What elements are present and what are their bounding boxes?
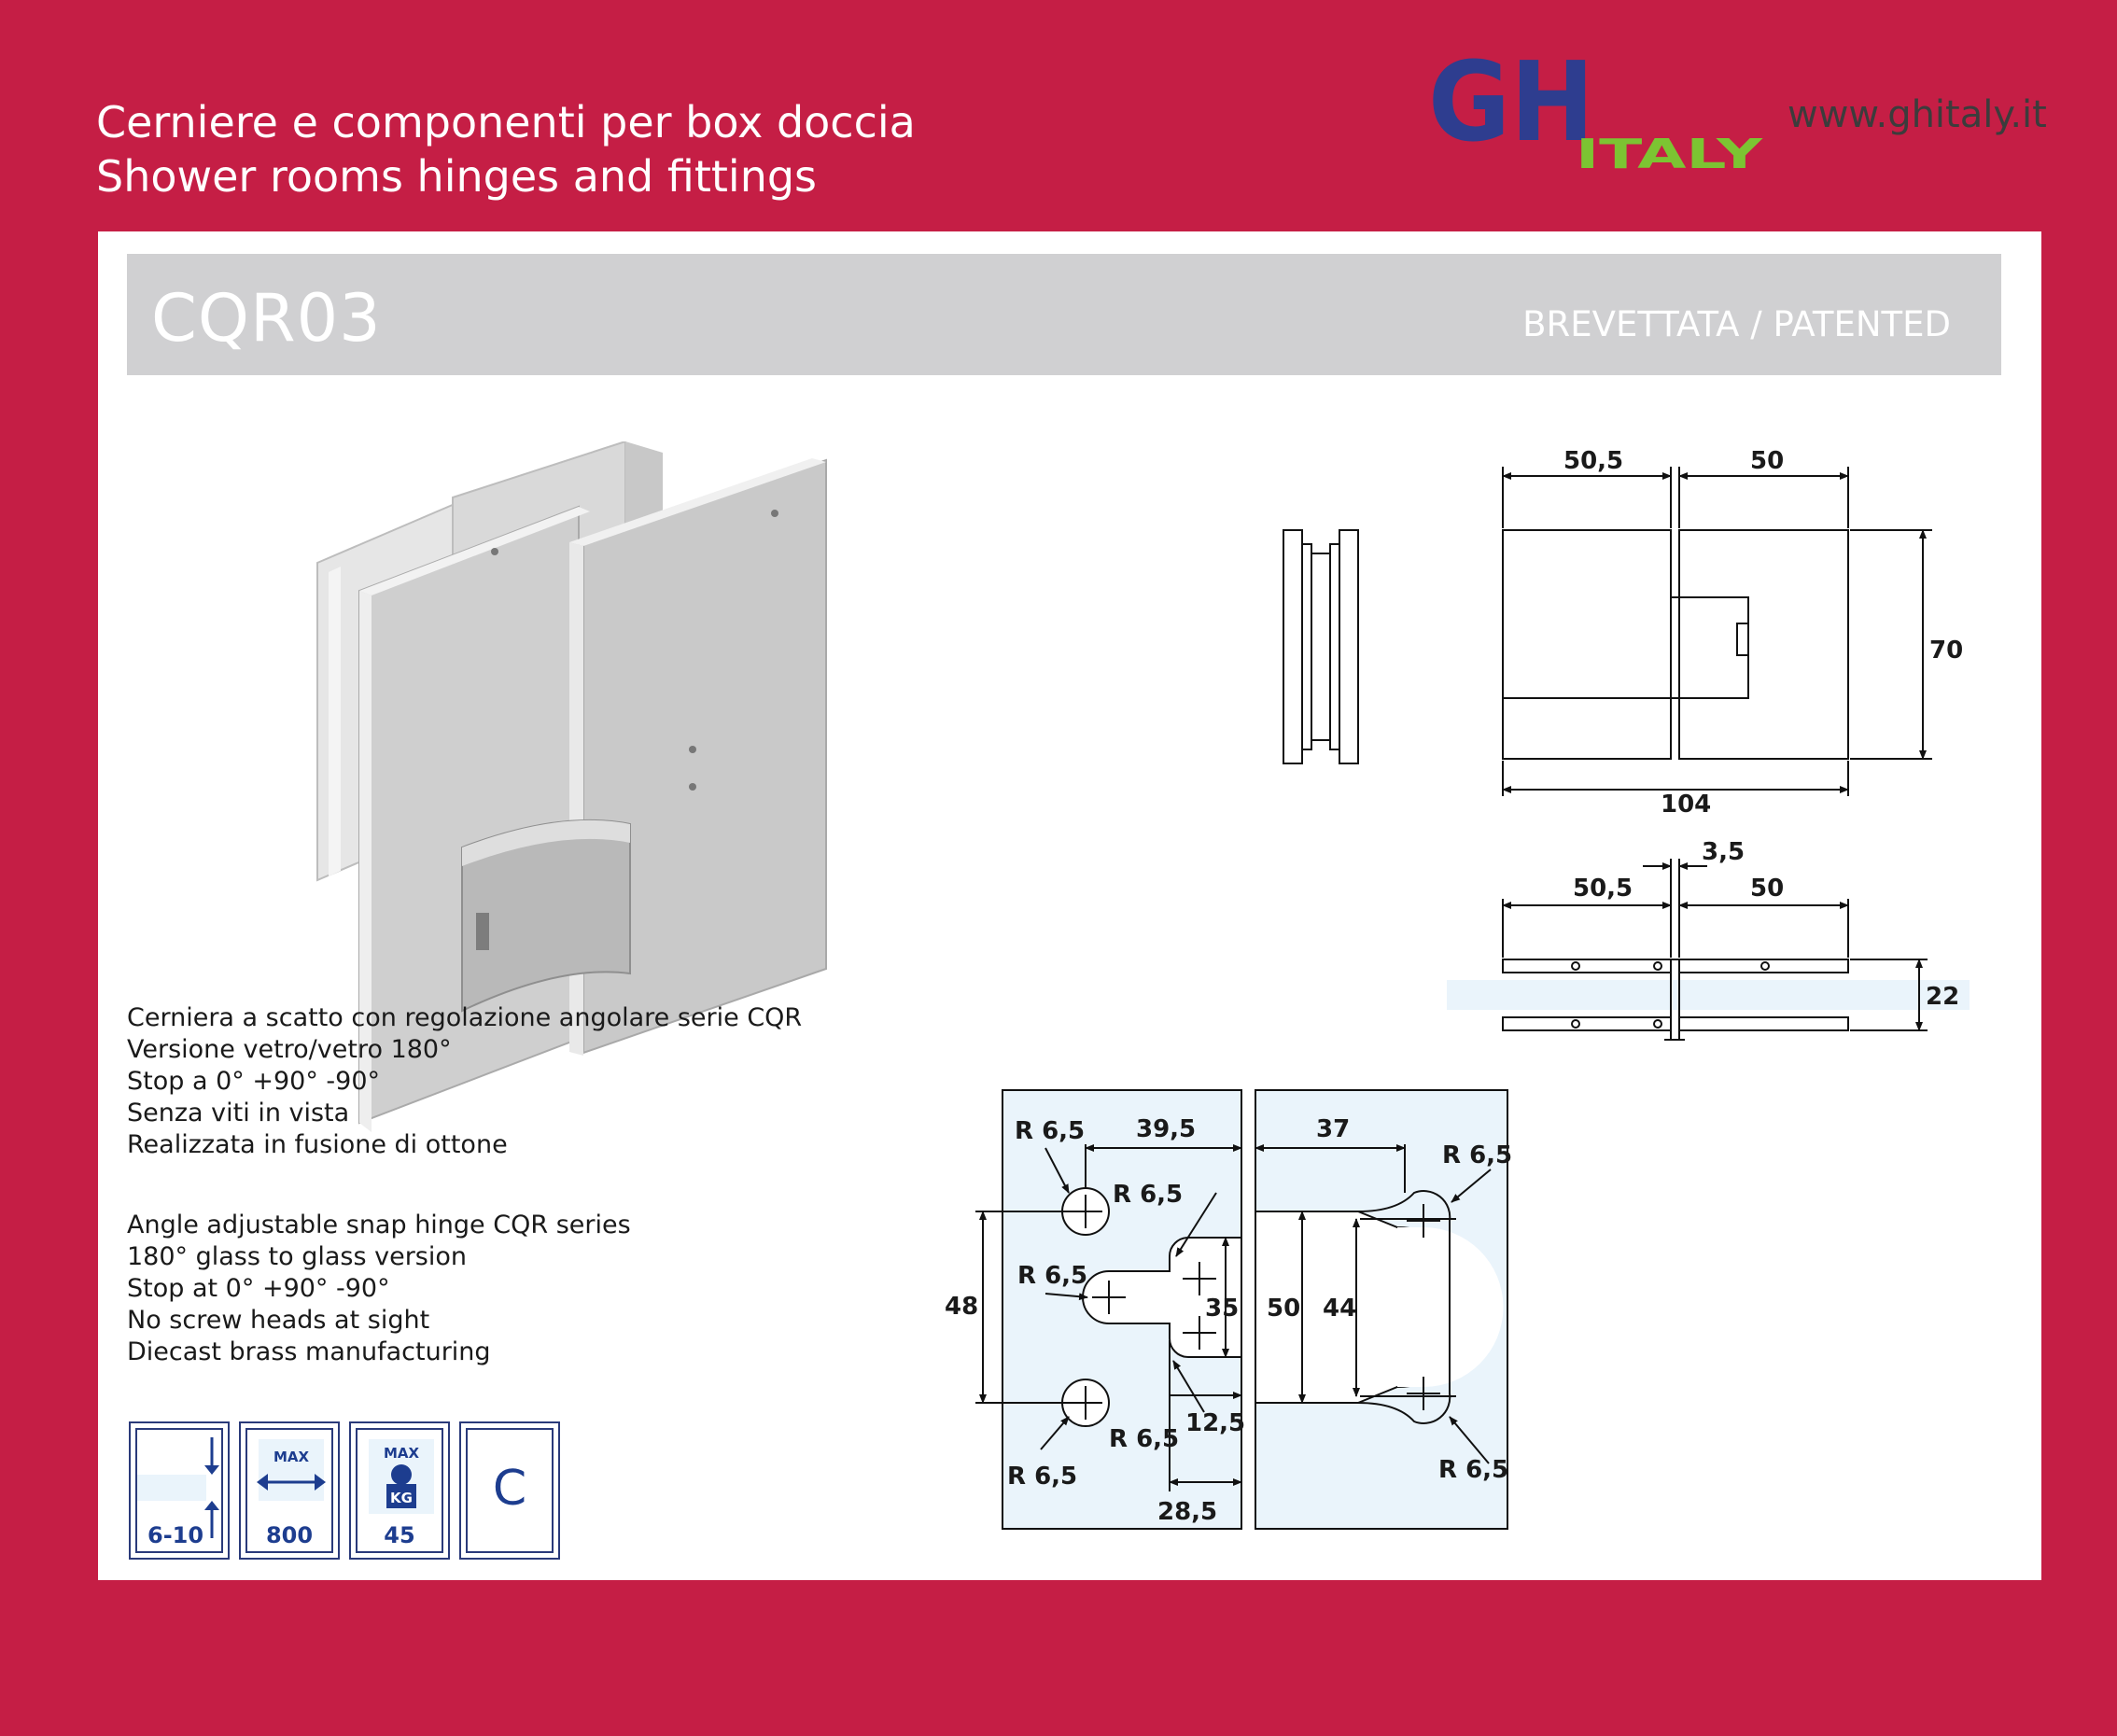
top-view-drawing xyxy=(1503,859,1928,1040)
top-thickness: 22 xyxy=(1926,983,1960,1011)
top-left-width: 50,5 xyxy=(1573,875,1633,903)
desc-en-line: 180° glass to glass version xyxy=(127,1242,467,1271)
logo-gh-text: GH xyxy=(1428,54,1594,166)
glass-thickness-badge xyxy=(129,1421,230,1560)
category-value: C xyxy=(492,1461,527,1517)
description-english xyxy=(127,1210,631,1368)
max-weight-label: MAX xyxy=(383,1445,420,1462)
desc-en-line: Stop at 0° +90° -90° xyxy=(127,1274,390,1303)
right-width: 37 xyxy=(1316,1115,1351,1143)
right-r-bottom: R 6,5 xyxy=(1438,1456,1509,1484)
right-r-top: R 6,5 xyxy=(1442,1141,1513,1169)
left-notch-height: 35 xyxy=(1205,1295,1240,1323)
description-italian xyxy=(127,1002,802,1161)
side-view-drawing xyxy=(1283,530,1358,763)
ghitaly-logo xyxy=(1428,54,1774,175)
front-total-width: 104 xyxy=(1661,791,1712,819)
desc-it-line: Stop a 0° +90° -90° xyxy=(127,1067,381,1096)
top-gap: 3,5 xyxy=(1702,838,1745,866)
website-link[interactable]: www.ghitaly.it xyxy=(1788,93,2047,136)
patent-label: BREVETTATA / PATENTED xyxy=(1522,304,1951,344)
left-r-hole-top: R 6,5 xyxy=(1113,1181,1184,1209)
left-r-notch: R 6,5 xyxy=(1017,1262,1088,1290)
desc-it-line: Versione vetro/vetro 180° xyxy=(127,1035,452,1064)
product-panel xyxy=(98,231,2041,1580)
max-width-label: MAX xyxy=(273,1449,310,1465)
desc-en-line: Diecast brass manufacturing xyxy=(127,1337,491,1366)
top-right-width: 50 xyxy=(1750,875,1785,903)
desc-en-line: Angle adjustable snap hinge CQR series xyxy=(127,1211,631,1239)
glass-thickness-value: 6-10 xyxy=(147,1522,204,1548)
desc-it-line: Cerniera a scatto con regolazione angolare serie CQR xyxy=(127,1003,803,1032)
front-left-width: 50,5 xyxy=(1563,447,1624,475)
title-english: Shower rooms hinges and fittings xyxy=(96,151,818,202)
left-r-notch-bottom: R 6,5 xyxy=(1109,1425,1180,1453)
max-weight-value: 45 xyxy=(384,1522,415,1548)
logo-italy-text: ITALY xyxy=(1576,131,1764,175)
left-height: 48 xyxy=(945,1293,979,1321)
category-badge xyxy=(459,1421,560,1560)
desc-it-line: Senza viti in vista xyxy=(127,1099,350,1127)
kg-label: KG xyxy=(390,1490,413,1506)
left-bottom-width: 28,5 xyxy=(1157,1498,1218,1526)
title-italian: Cerniere e componenti per box doccia xyxy=(96,97,916,147)
right-height: 50 xyxy=(1267,1295,1301,1323)
front-height: 70 xyxy=(1929,637,1964,665)
front-right-width: 50 xyxy=(1750,447,1785,475)
desc-en-line: No screw heads at sight xyxy=(127,1306,430,1335)
max-width-badge xyxy=(239,1421,340,1560)
glass-band xyxy=(1447,980,1970,1010)
left-r-top: R 6,5 xyxy=(1015,1117,1086,1145)
technical-drawings xyxy=(98,231,2041,1580)
left-width: 39,5 xyxy=(1136,1115,1197,1143)
left-notch-depth: 12,5 xyxy=(1185,1409,1246,1437)
max-weight-badge xyxy=(349,1421,450,1560)
product-code: CQR03 xyxy=(151,280,382,357)
right-inner-height: 44 xyxy=(1323,1295,1357,1323)
front-view-drawing xyxy=(1503,467,1932,796)
max-width-value: 800 xyxy=(265,1522,314,1548)
desc-it-line: Realizzata in fusione di ottone xyxy=(127,1130,508,1159)
left-r-hole-bottom: R 6,5 xyxy=(1007,1463,1078,1491)
